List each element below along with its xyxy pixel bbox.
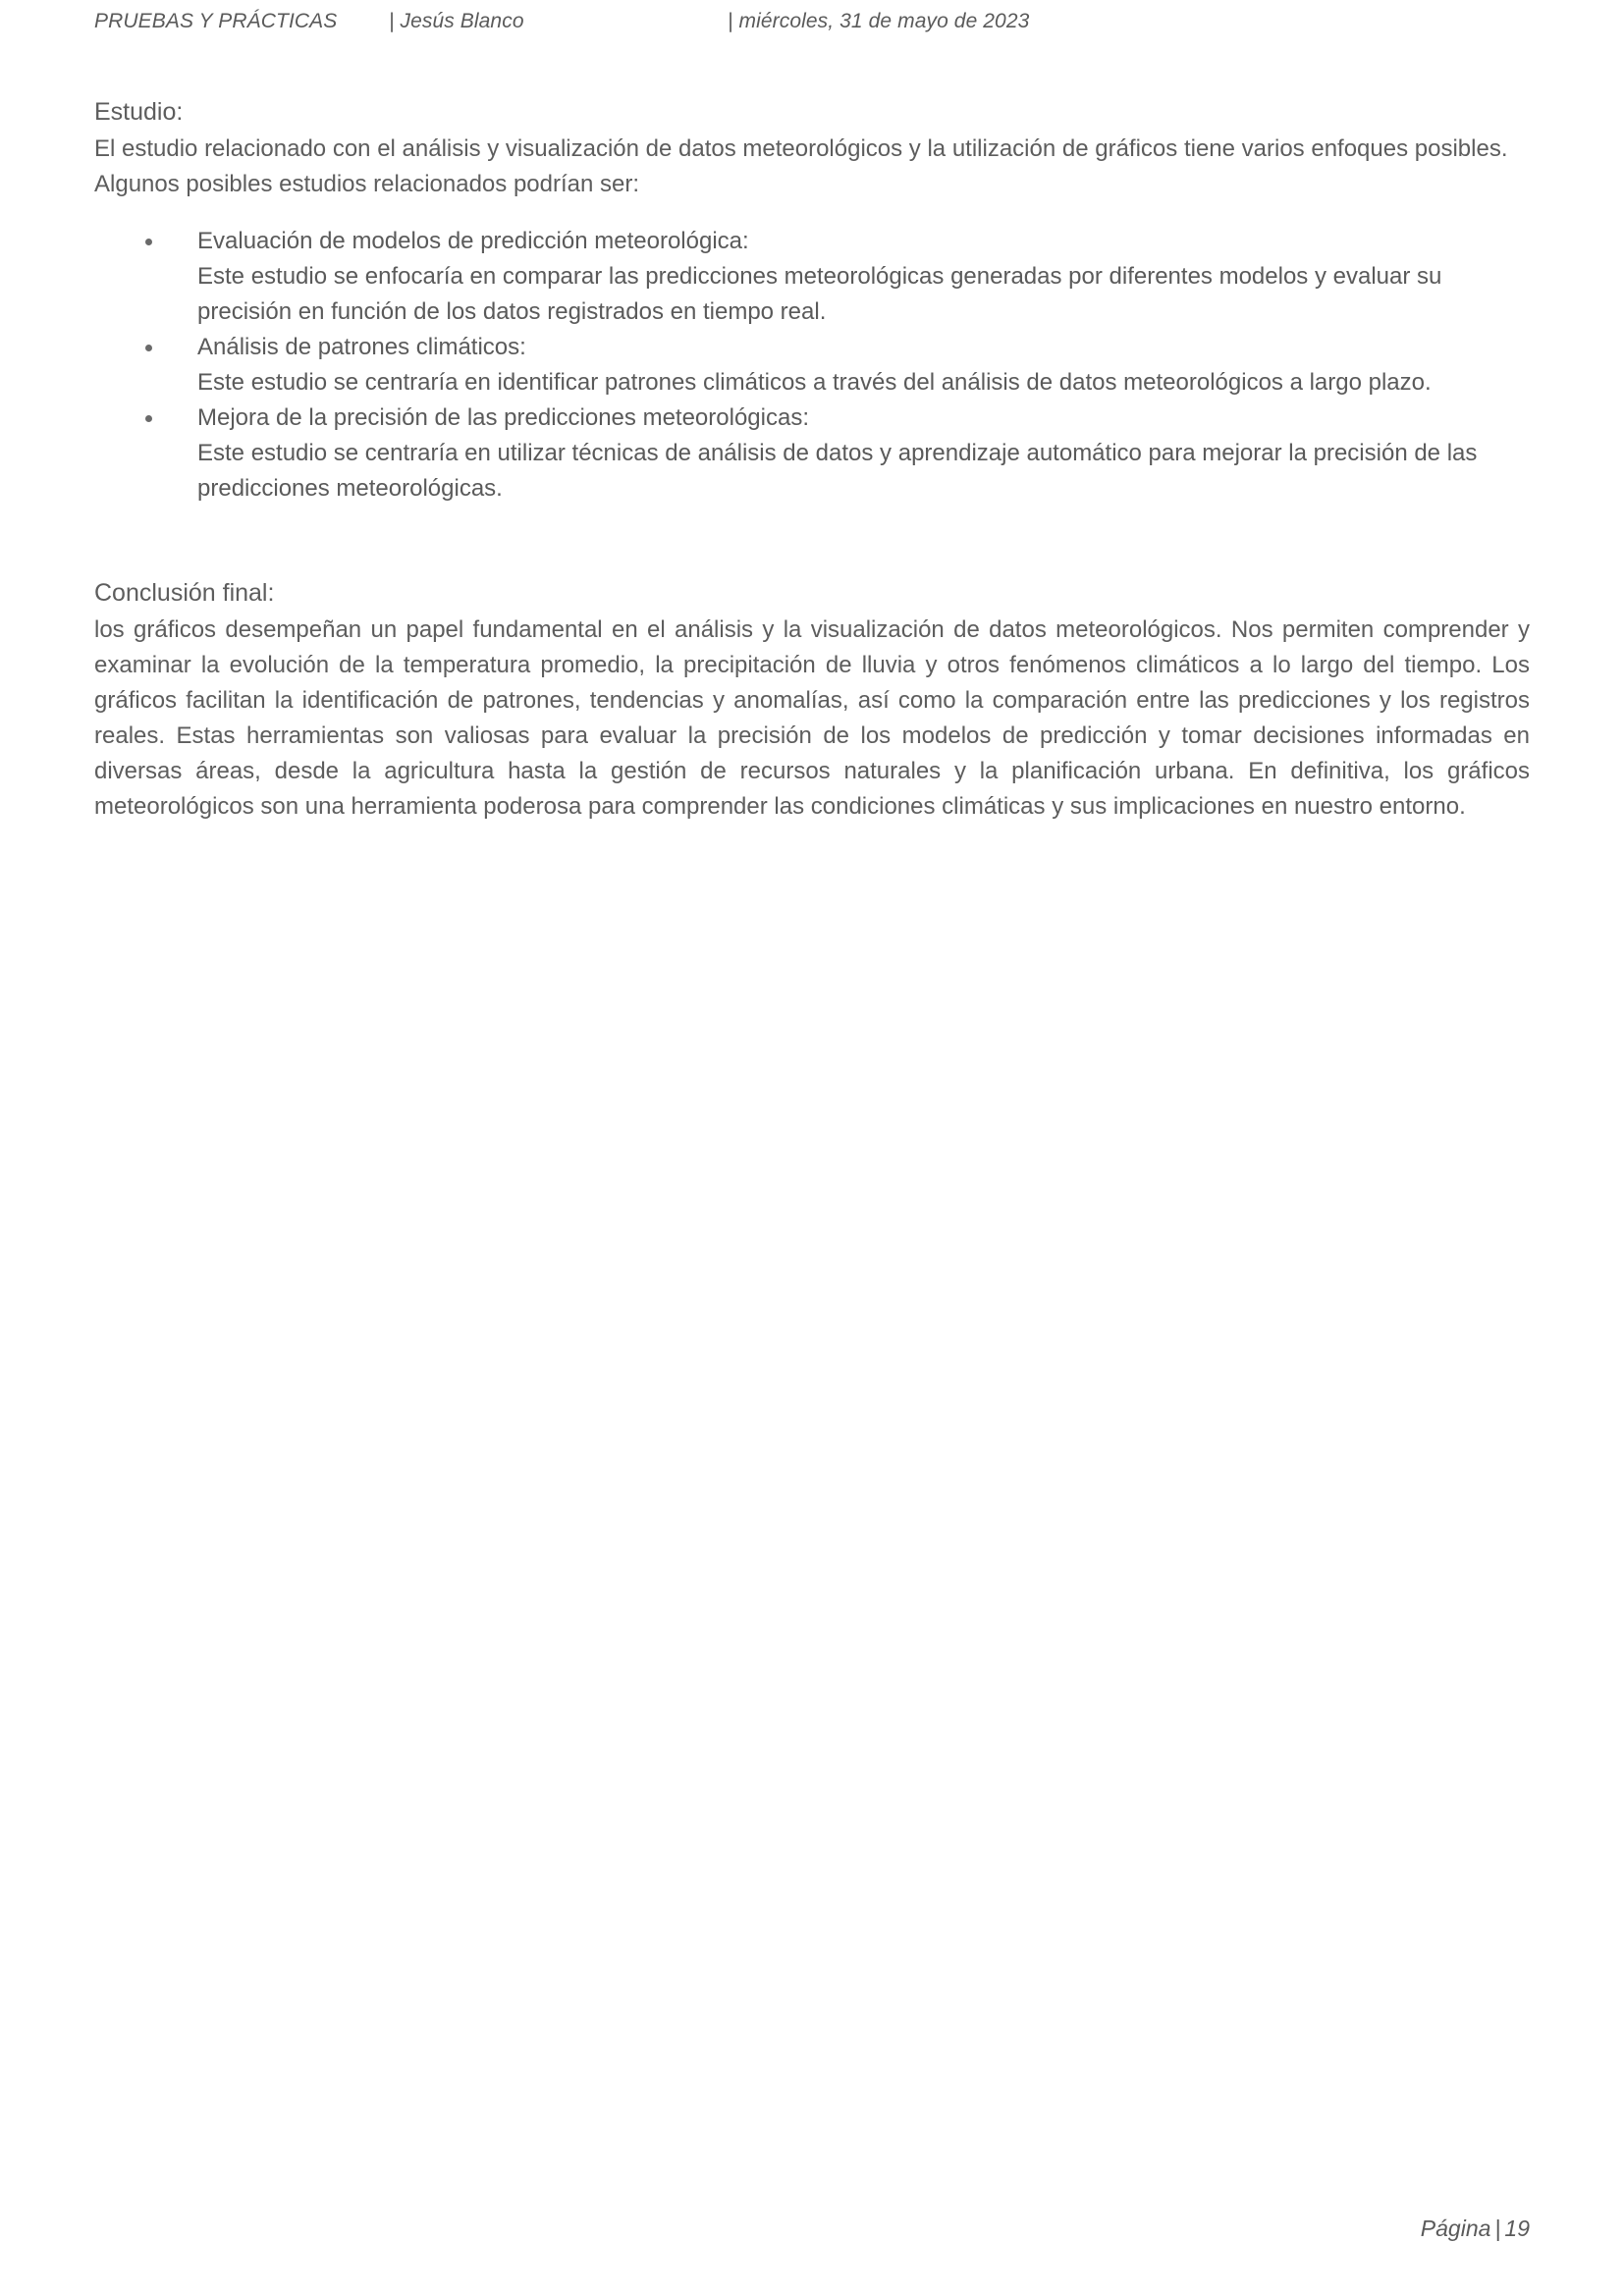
study-bullet-list: [94, 224, 1530, 507]
list-item-title: Evaluación de modelos de predicción meteorológica:: [197, 228, 749, 254]
bullet-dot-icon: [145, 415, 152, 422]
header-date: | miércoles, 31 de mayo de 2023: [728, 10, 1030, 32]
list-item-title: Mejora de la precisión de las predicciones meteorológicas:: [197, 404, 809, 431]
section-spacer: [94, 507, 1530, 575]
list-item: [94, 330, 1530, 400]
conclusion-paragraph: los gráficos desempeñan un papel fundamental en el análisis y la visualización de datos meteorológicos. Nos permiten comprender y examinar la evolución de la temperatura promedio, la precipitación de lluvia y otros fenómenos climáticos a lo largo del tiempo. Los gráficos facilitan la identificación de patrones, tendencias y anomalías, así como la comparación entre las predicciones y los registros reales. Estas herramientas son valiosas para evaluar la precisión de los modelos de predicción y tomar decisiones informadas en diversas áreas, desde la agricultura hasta la gestión de recursos naturales y la planificación urbana. En definitiva, los gráficos meteorológicos son una herramienta poderosa para comprender las condiciones climáticas y sus implicaciones en nuestro entorno.: [94, 616, 1530, 820]
conclusion-heading: Conclusión final:: [94, 579, 275, 607]
bullet-dot-icon: [145, 345, 152, 351]
list-item-description: Este estudio se centraría en utilizar técnicas de análisis de datos y aprendizaje automático para mejorar la precisión de las predicciones meteorológicas.: [197, 440, 1478, 502]
header-document-title: PRUEBAS Y PRÁCTICAS: [94, 10, 338, 32]
footer-page-number: 19: [1504, 2216, 1530, 2241]
footer-separator: |: [1494, 2216, 1501, 2241]
list-item: [94, 400, 1530, 507]
bullet-dot-icon: [145, 239, 152, 245]
document-header: [94, 10, 1530, 49]
header-author: | Jesús Blanco: [389, 10, 524, 32]
list-item-description: Este estudio se centraría en identificar patrones climáticos a través del análisis de datos meteorológicos a largo plazo.: [197, 369, 1432, 396]
footer-page-label: Página: [1420, 2216, 1491, 2241]
document-body: [94, 94, 1530, 825]
study-intro-paragraph: El estudio relacionado con el análisis y visualización de datos meteorológicos y la utilización de gráficos tiene varios enfoques posibles. Algunos posibles estudios relacionados podrían ser:: [94, 135, 1508, 197]
study-heading: Estudio:: [94, 98, 184, 126]
study-section: [94, 94, 1530, 507]
conclusion-section: [94, 575, 1530, 825]
list-item: [94, 224, 1530, 330]
document-footer: [94, 2216, 1530, 2242]
list-item-description: Este estudio se enfocaría en comparar las predicciones meteorológicas generadas por diferentes modelos y evaluar su precisión en función de los datos registrados en tiempo real.: [197, 263, 1442, 325]
list-item-title: Análisis de patrones climáticos:: [197, 334, 526, 360]
